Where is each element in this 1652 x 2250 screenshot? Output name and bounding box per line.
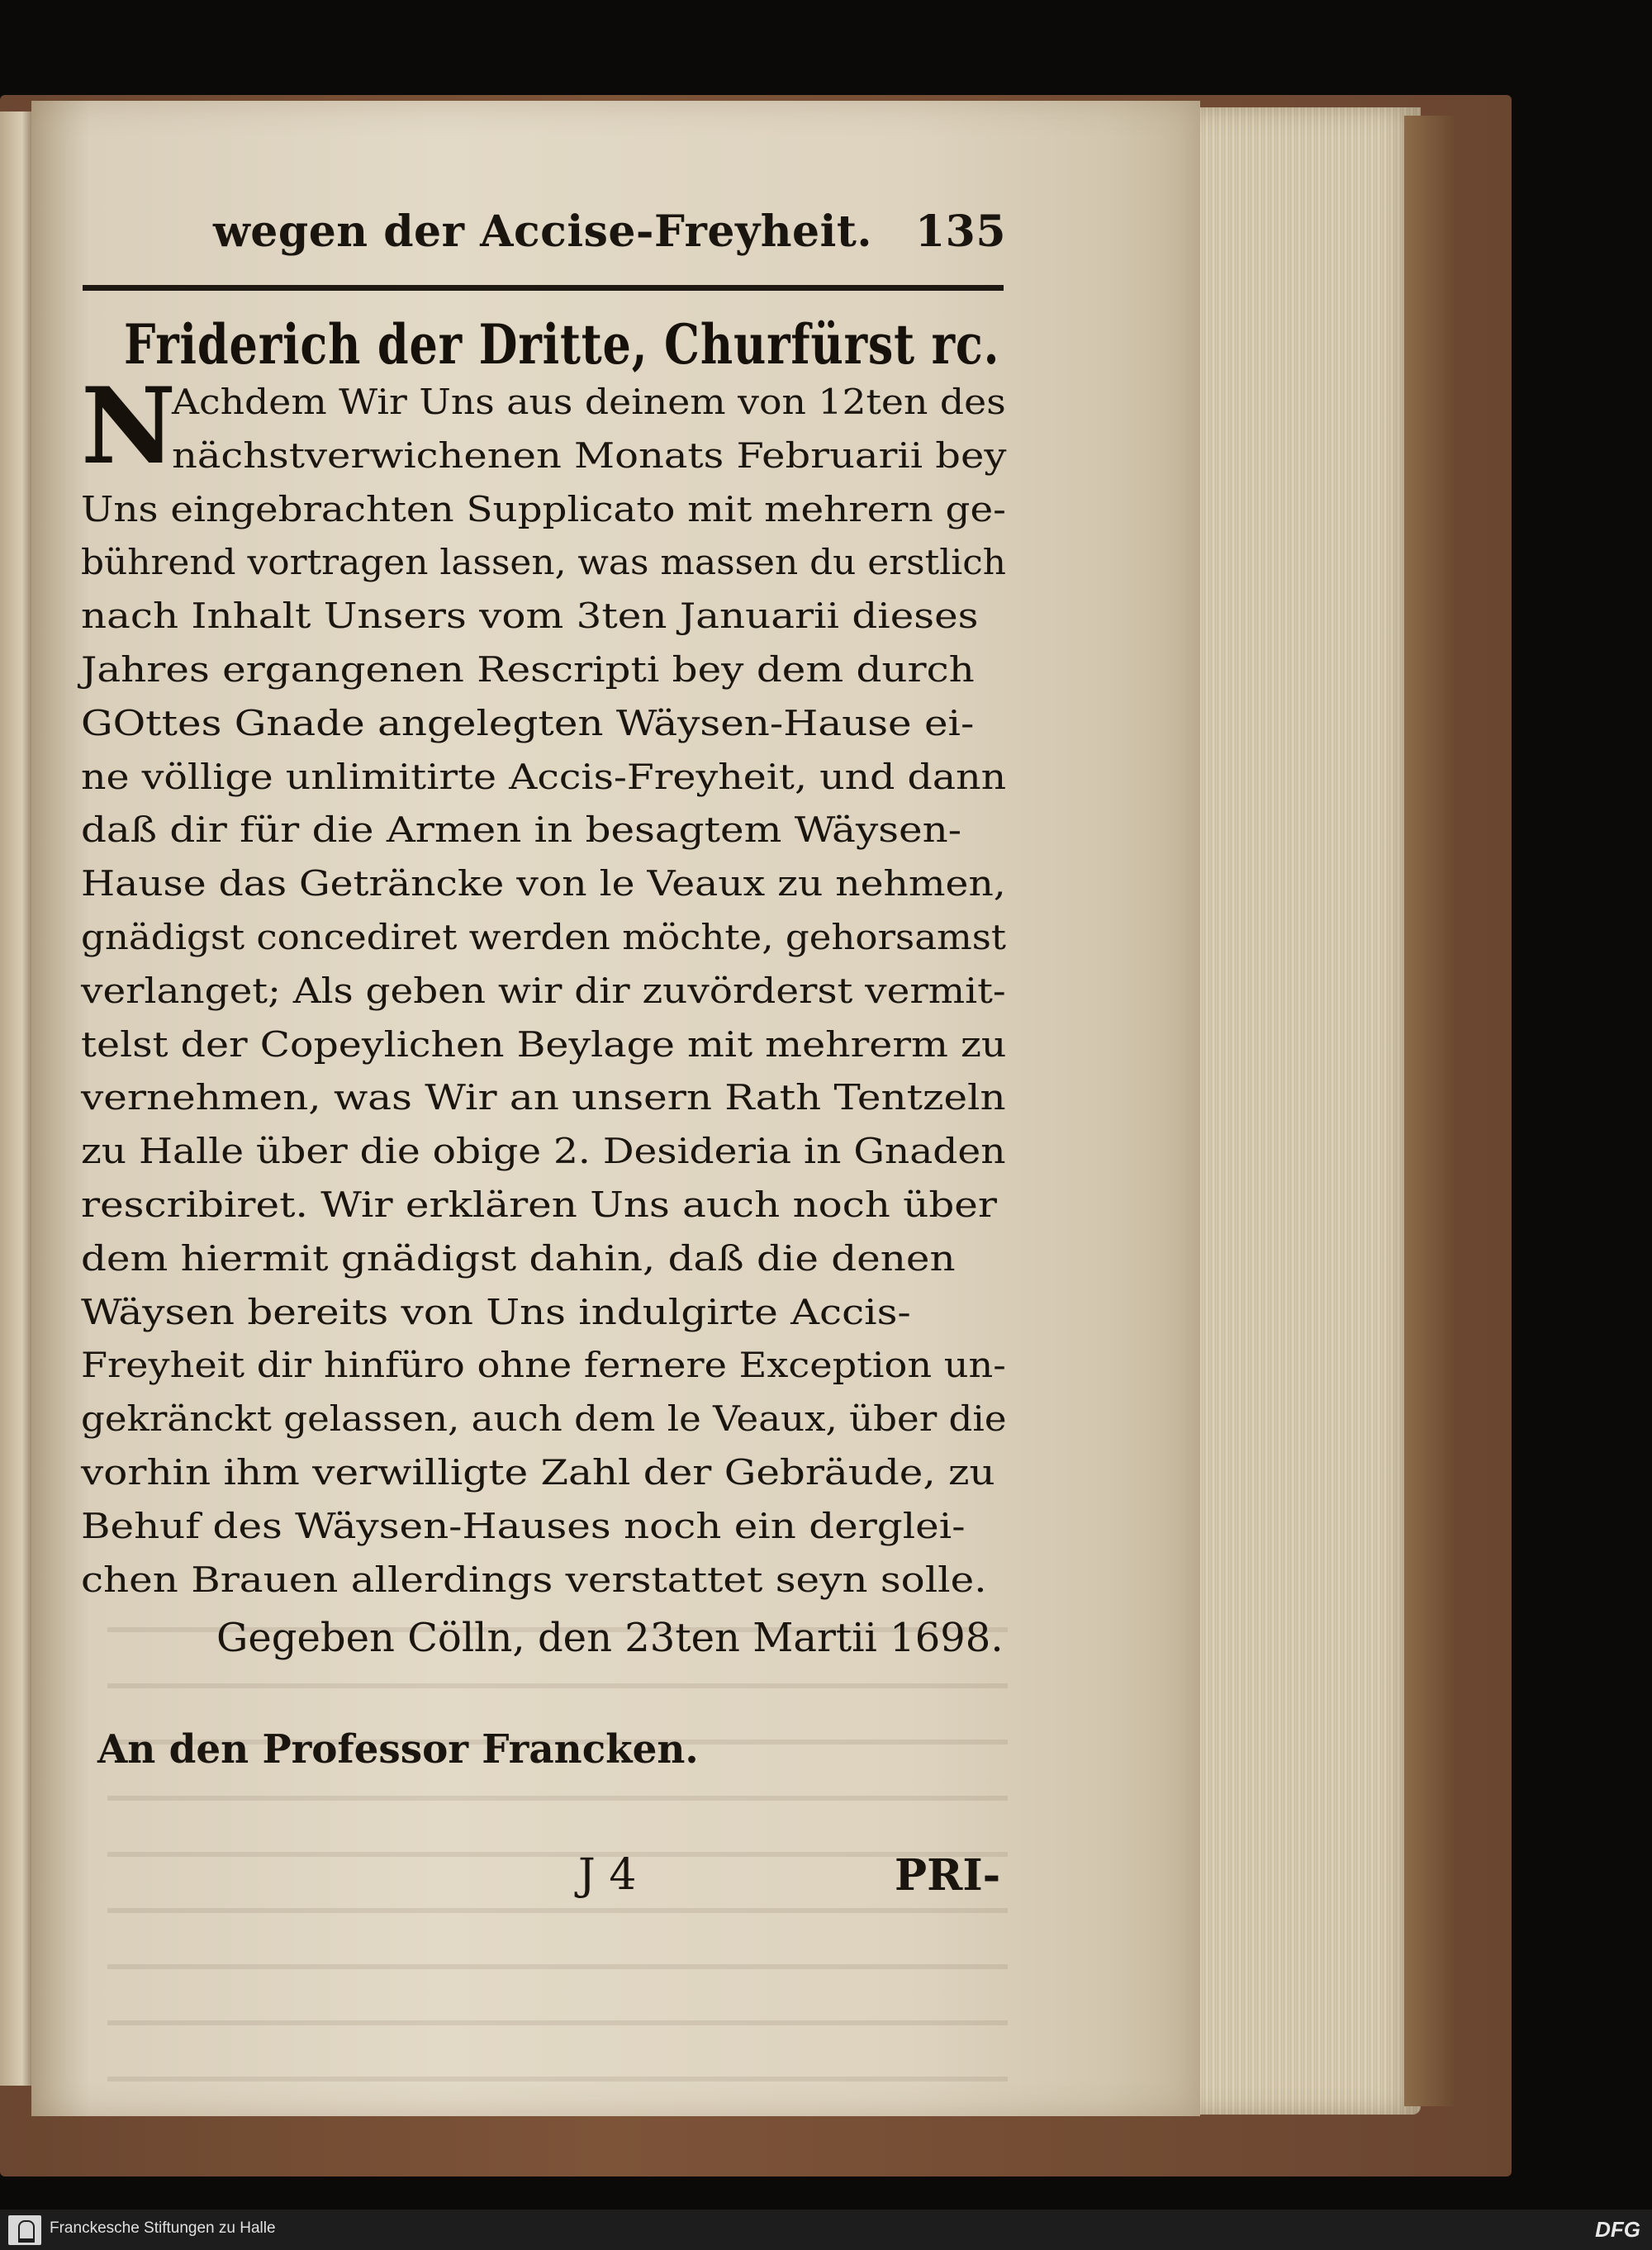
body-line: telst der Copeylichen Beylage mit mehrerm zu <box>81 1023 1007 1065</box>
body-line: Achdem Wir Uns aus deinem von 12ten des <box>172 382 1006 422</box>
signature-mark: J 4 <box>578 1850 637 1900</box>
running-head <box>213 206 1006 264</box>
body-line: Hause das Geträncke von le Veaux zu nehmen, <box>81 863 1006 904</box>
dfg-logo: DFG <box>1595 2217 1640 2242</box>
letter-heading: Friderich der Dritte, Churfürst rc. <box>124 312 1000 377</box>
body-line: verlanget; Als geben wir dir zuvörderst vermit- <box>81 970 1006 1011</box>
body-line: dem hiermit gnädigst dahin, daß die denen <box>81 1237 956 1279</box>
catchword: PRI- <box>895 1850 1001 1901</box>
body-line: daß dir für die Armen in besagtem Wäysen- <box>81 809 962 851</box>
addressee-line: An den Professor Francken. <box>97 1726 699 1773</box>
cover-edge-shadow <box>1404 116 1454 2106</box>
page-number: 135 <box>914 206 1006 257</box>
reverse-page-showthrough <box>107 1594 1008 2090</box>
body-line: chen Brauen allerdings verstattet seyn solle. <box>81 1559 987 1600</box>
body-line: gekränckt gelassen, auch dem le Veaux, über die <box>81 1398 1007 1440</box>
body-line: nach Inhalt Unsers vom 3ten Januarii dieses <box>81 596 979 637</box>
body-line: Freyheit dir hinfüro ohne fernere Exception un- <box>81 1345 1006 1386</box>
drop-capital: N <box>81 365 177 487</box>
body-line: GOttes Gnade angelegten Wäysen-Hause ei- <box>81 702 975 743</box>
body-line: zu Halle über die obige 2. Desideria in Gnaden <box>81 1131 1006 1172</box>
institution-logo-icon <box>8 2215 41 2245</box>
header-rule <box>83 285 1004 291</box>
viewer-footer-bar <box>0 2210 1652 2250</box>
body-line: rescribiret. Wir erklären Uns auch noch über <box>81 1184 997 1225</box>
body-line: vorhin ihm verwilligte Zahl der Gebräude, zu <box>81 1451 995 1493</box>
body-line: nächstverwichenen Monats Februarii bey <box>172 434 1007 476</box>
body-line: gnädigst concediret werden möchte, gehorsamst <box>81 916 1007 957</box>
facing-page-edge <box>0 112 31 2086</box>
running-title: wegen der Accise-Freyheit. <box>213 206 872 257</box>
body-line: Wäysen bereits von Uns indulgirte Accis- <box>81 1291 911 1332</box>
body-line: ne völlige unlimitirte Accis-Freyheit, und dann <box>81 756 1007 797</box>
body-line: bührend vortragen lassen, was massen du erstlich <box>81 542 1007 583</box>
institution-name: Franckesche Stiftungen zu Halle <box>50 2219 276 2237</box>
body-line: Behuf des Wäysen-Hauses noch ein derglei- <box>81 1505 966 1546</box>
page-stack-edge <box>1189 107 1421 2115</box>
body-line: vernehmen, was Wir an unsern Rath Tentzeln <box>81 1077 1006 1118</box>
letter-body <box>81 376 1006 1607</box>
body-line: Uns eingebrachten Supplicato mit mehrern ge- <box>81 488 1006 529</box>
dating-line: Gegeben Cölln, den 23ten Martii 1698. <box>216 1615 1004 1661</box>
body-line: Jahres ergangenen Rescripti bey dem durch <box>81 648 975 690</box>
